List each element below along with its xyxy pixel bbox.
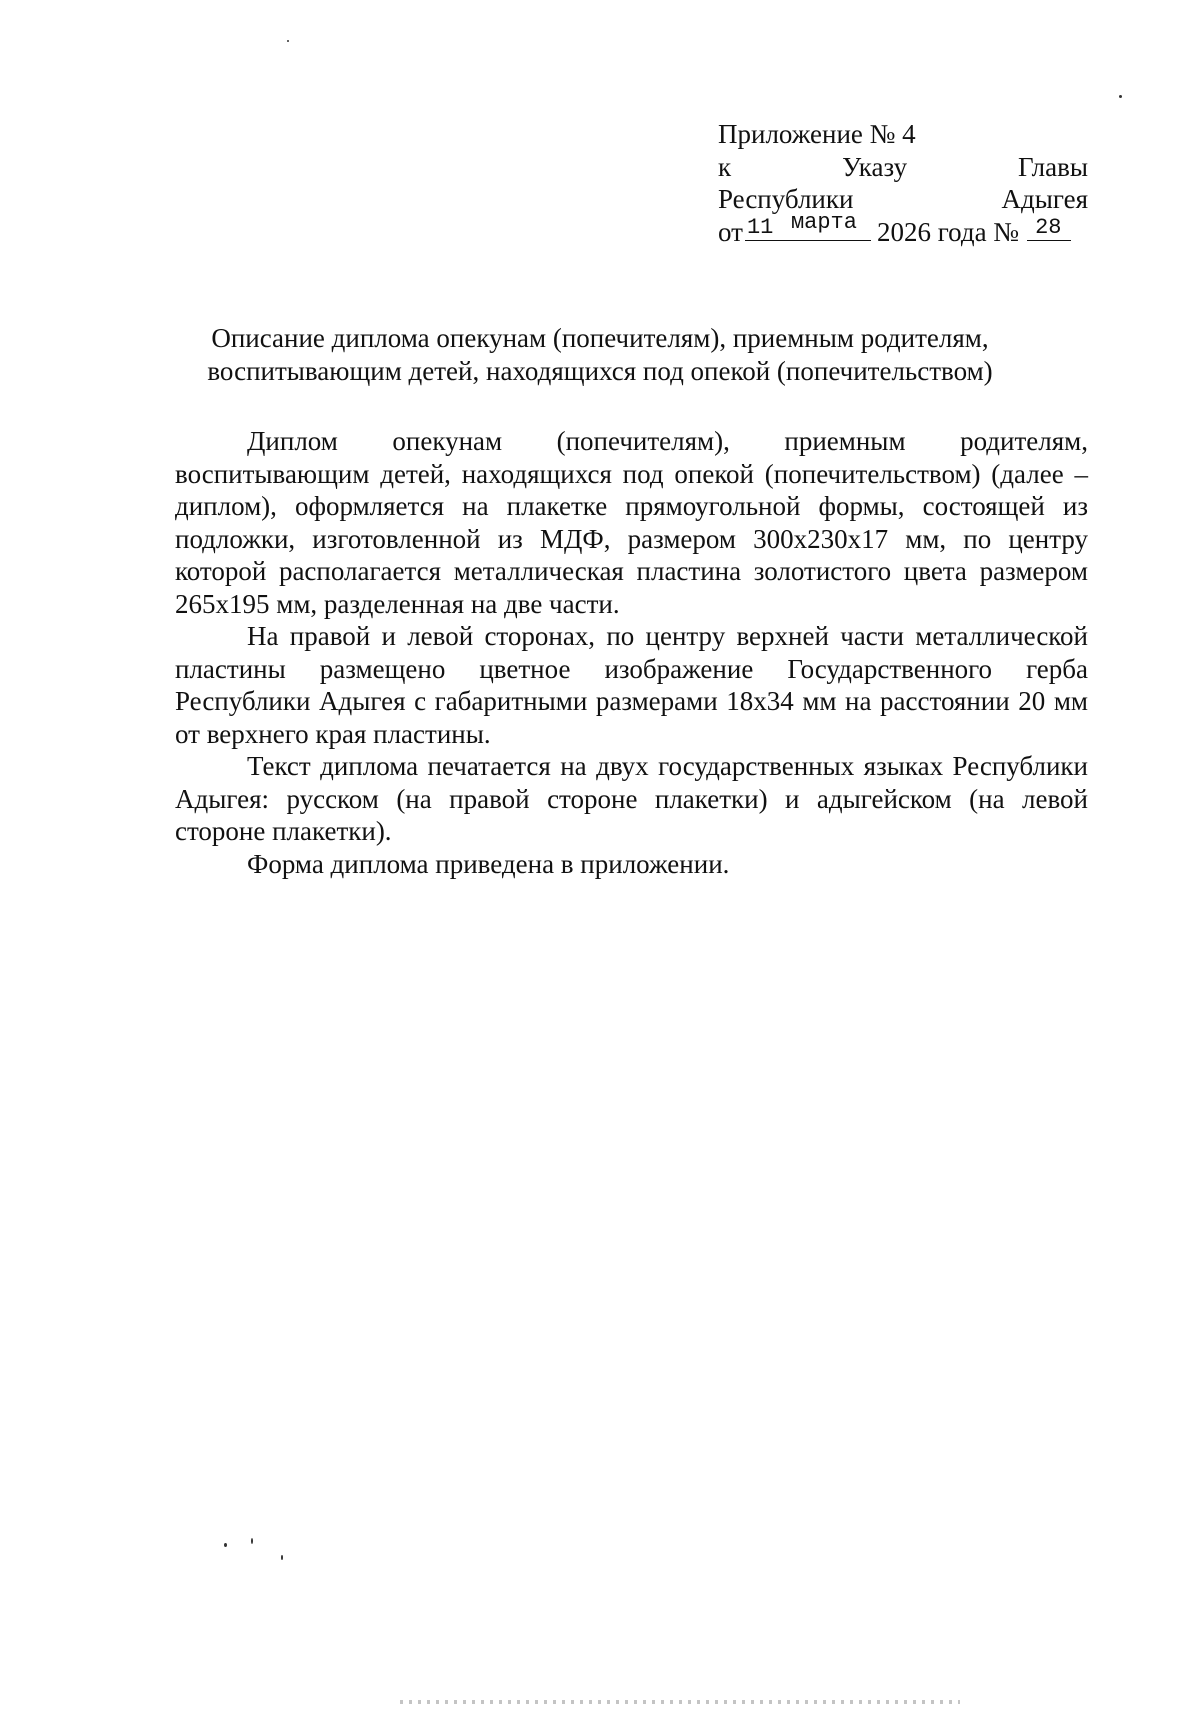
scan-speck: [251, 1538, 253, 1544]
decree-word-decree: Указу: [842, 151, 908, 182]
scan-edge-noise: [400, 1700, 960, 1704]
document-body: [175, 425, 1088, 880]
date-month: марта: [790, 209, 857, 235]
republic-word: Республики: [718, 184, 854, 214]
scan-speck: [1119, 95, 1122, 98]
date-field: [745, 209, 871, 241]
paragraph-coat-of-arms: На правой и левой сторонах, по центру верхней части металлической пластины размещено цветное изображение Государственного герба Республики Адыгея с габаритными размерами 18х34 мм на расстоянии 20 мм от верхнего края пластины.: [175, 621, 1088, 749]
scan-speck: [287, 40, 289, 42]
title-line-1: Описание диплома опекунам (попечителям), приемным родителям,: [211, 323, 989, 353]
date-prefix: от: [718, 216, 743, 247]
decree-word-to: к: [718, 151, 732, 182]
paragraph-languages: Текст диплома печатается на двух государственных языках Республики Адыгея: русском (на правой стороне плакетки) и адыгейском (на левой стороне плакетки).: [175, 751, 1088, 846]
paragraph-form-reference: Форма диплома приведена в приложении.: [247, 848, 730, 879]
title-line-2: воспитывающим детей, находящихся под опекой (попечительством): [207, 356, 993, 386]
decree-number-field: [1027, 216, 1071, 241]
decree-word-head: Главы: [1018, 151, 1088, 182]
document-title: [130, 322, 1070, 388]
adygea-word: Адыгея: [1001, 184, 1088, 214]
year-and-number-label: 2026 года №: [876, 216, 1020, 247]
republic-name: [718, 183, 1088, 216]
paragraph-diploma-description: Диплом опекунам (попечителям), приемным родителям, воспитывающим детей, находящихся под опекой (попечительством) (далее – диплом), оформляется на плакетке прямоугольной формы, состоящей из подложки, изготовленной из МДФ, размером 300х230х17 мм, по центру которой располагается металлическая пластина золотистого цвета размером 265х195 мм, разделенная на две части.: [175, 426, 1088, 619]
decree-date-line: [718, 209, 1088, 249]
scan-speck: [224, 1543, 227, 1547]
decree-reference: [718, 151, 1088, 184]
date-day: 11: [746, 214, 774, 240]
appendix-header: [718, 118, 1088, 248]
appendix-number: Приложение № 4: [718, 119, 916, 149]
decree-number: 28: [1035, 214, 1062, 240]
scan-speck: [281, 1555, 283, 1560]
